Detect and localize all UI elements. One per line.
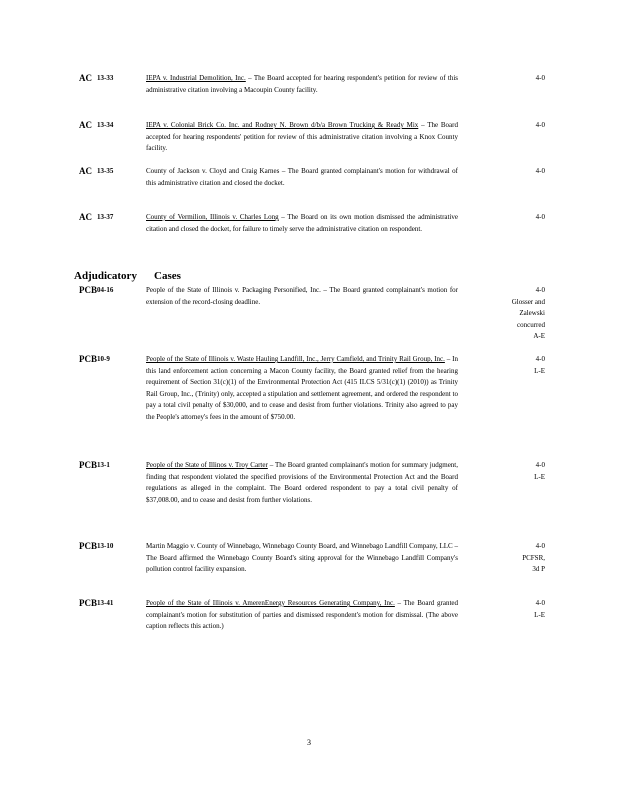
case-description — [146, 73, 458, 96]
docket-number: 10-9 — [97, 355, 110, 363]
vote-line: L-E — [534, 366, 545, 375]
vote-line: 4-0 — [535, 599, 545, 607]
vote-line: 4-0 — [535, 74, 545, 82]
vote-line: PCFSR, — [522, 553, 545, 562]
docket-number: 13-34 — [97, 121, 114, 129]
docket-number: 13-1 — [97, 461, 110, 469]
docket-type: AC — [79, 212, 92, 222]
vote-column — [490, 598, 545, 621]
case-summary: – The Board granted complainant's motion for summary judgment, finding that respondent violated the specified provisions of the Environmental Protection Act and the Board regulations as alleged in the complaint. The Board ordered respondent to pay a total civil penalty of $37,008.00, and to cease and desist from further violations. — [146, 461, 458, 504]
vote-column — [490, 166, 545, 178]
case-caption: IEPA v. Industrial Demolition, Inc. — [146, 74, 246, 82]
docket-number: 04-16 — [97, 286, 114, 294]
vote-column — [490, 285, 545, 343]
docket-type: AC — [79, 120, 92, 130]
case-summary: – The Board on its own motion dismissed the administrative citation and closed the docket, for failure to timely serve the administrative citation on respondent. — [146, 213, 459, 233]
docket-type: PCB — [79, 460, 97, 470]
vote-line: L-E — [534, 472, 545, 481]
case-summary: – The Board granted complainant's motion for substitution of parties and dismissed respondent's motion for dismissal. (The above caption reflects this action.) — [146, 599, 458, 630]
case-caption: IEPA v. Colonial Brick Co. Inc. and Rodney N. Brown d/b/a Brown Trucking & Ready Mix — [146, 121, 419, 129]
vote-line: 4-0 — [535, 542, 545, 550]
docket-number: 13-33 — [97, 74, 114, 82]
case-description — [146, 541, 458, 576]
vote-line: L-E — [534, 610, 545, 619]
docket-type: AC — [79, 73, 92, 83]
case-caption: County of Vermilion, Illinois v. Charles Long — [146, 213, 279, 221]
case-description — [146, 354, 458, 423]
case-summary: County of Jackson v. Cloyd and Craig Karnes – The Board granted complainant's motion for withdrawal of this administrative citation and closed the docket. — [146, 167, 458, 187]
vote-line: Zalewski — [519, 309, 545, 317]
case-summary: Martin Maggio v. County of Winnebago, Winnebago County Board, and Winnebago Landfill Company, LLC – The Board affirmed the Winnebago County Board's siting approval for the Winnebago Landfill Company's pollution control facility expansion. — [146, 542, 458, 573]
case-summary: – The Board accepted for hearing respondents' petition for review of this administrative citation involving a Knox County facility. — [146, 121, 458, 152]
vote-line: Glosser and — [511, 297, 545, 306]
case-caption: People of the State of Illinois v. Waste Hauling Landfill, Inc., Jerry Camfield, and Trinity Rail Group, Inc. — [146, 355, 445, 363]
case-summary: People of the State of Illinois v. Packaging Personified, Inc. – The Board granted complainant's motion for extension of the record-closing deadline. — [146, 286, 458, 306]
docket-type: AC — [79, 166, 92, 176]
case-description — [146, 212, 458, 235]
docket-number: 13-10 — [97, 542, 114, 550]
case-description — [146, 166, 458, 189]
vote-line: 4-0 — [535, 121, 545, 129]
section-heading-word: Adjudicatory — [74, 270, 137, 282]
case-description — [146, 285, 458, 308]
docket-number: 13-35 — [97, 167, 114, 175]
page-number: 3 — [307, 738, 311, 747]
docket-number: 13-37 — [97, 213, 114, 221]
vote-line: 3d P — [532, 565, 545, 573]
docket-type: PCB — [79, 541, 97, 551]
vote-column — [490, 73, 545, 85]
vote-column — [490, 120, 545, 132]
vote-column — [490, 212, 545, 224]
docket-type: PCB — [79, 598, 97, 608]
section-heading — [74, 270, 181, 282]
vote-column — [490, 541, 545, 576]
case-description — [146, 460, 458, 506]
section-heading-word: Cases — [154, 270, 181, 282]
docket-type: PCB — [79, 285, 97, 295]
vote-line: concurred — [517, 320, 545, 329]
case-summary: – In this land enforcement action concerning a Macon County facility, the Board granted relief from the hearing requirement of Section 31(c)(1) of the Environmental Protection Act (415 ILCS 5/31(c)(1) (2010)) as Trinity Rail Group, Inc., (Trinity) only, accepted a stipulation and settlement agreement, and ordered the respondent to pay a total civil penalty of $30,000, and to cease and desist from further violations. Trinity also agreed to pay the People's attorney's fees in the amount of $750.00. — [146, 355, 458, 421]
docket-type: PCB — [79, 354, 97, 364]
vote-column — [490, 460, 545, 483]
case-description — [146, 598, 458, 633]
vote-line: 4-0 — [535, 286, 545, 294]
vote-column — [490, 354, 545, 377]
case-description — [146, 120, 458, 155]
vote-line: 4-0 — [535, 213, 545, 221]
vote-line: 4-0 — [535, 355, 545, 363]
docket-number: 13-41 — [97, 599, 114, 607]
vote-line: A-E — [533, 332, 545, 340]
vote-line: 4-0 — [535, 167, 545, 175]
case-summary: – The Board accepted for hearing respondent's petition for review of this administrative citation involving a Macoupin County facility. — [146, 74, 458, 94]
vote-line: 4-0 — [535, 461, 545, 469]
case-caption: People of the State of Illinois v. AmerenEnergy Resources Generating Company, Inc. — [146, 599, 395, 607]
case-caption: People of the State of Illinos v. Troy Carter — [146, 461, 268, 469]
